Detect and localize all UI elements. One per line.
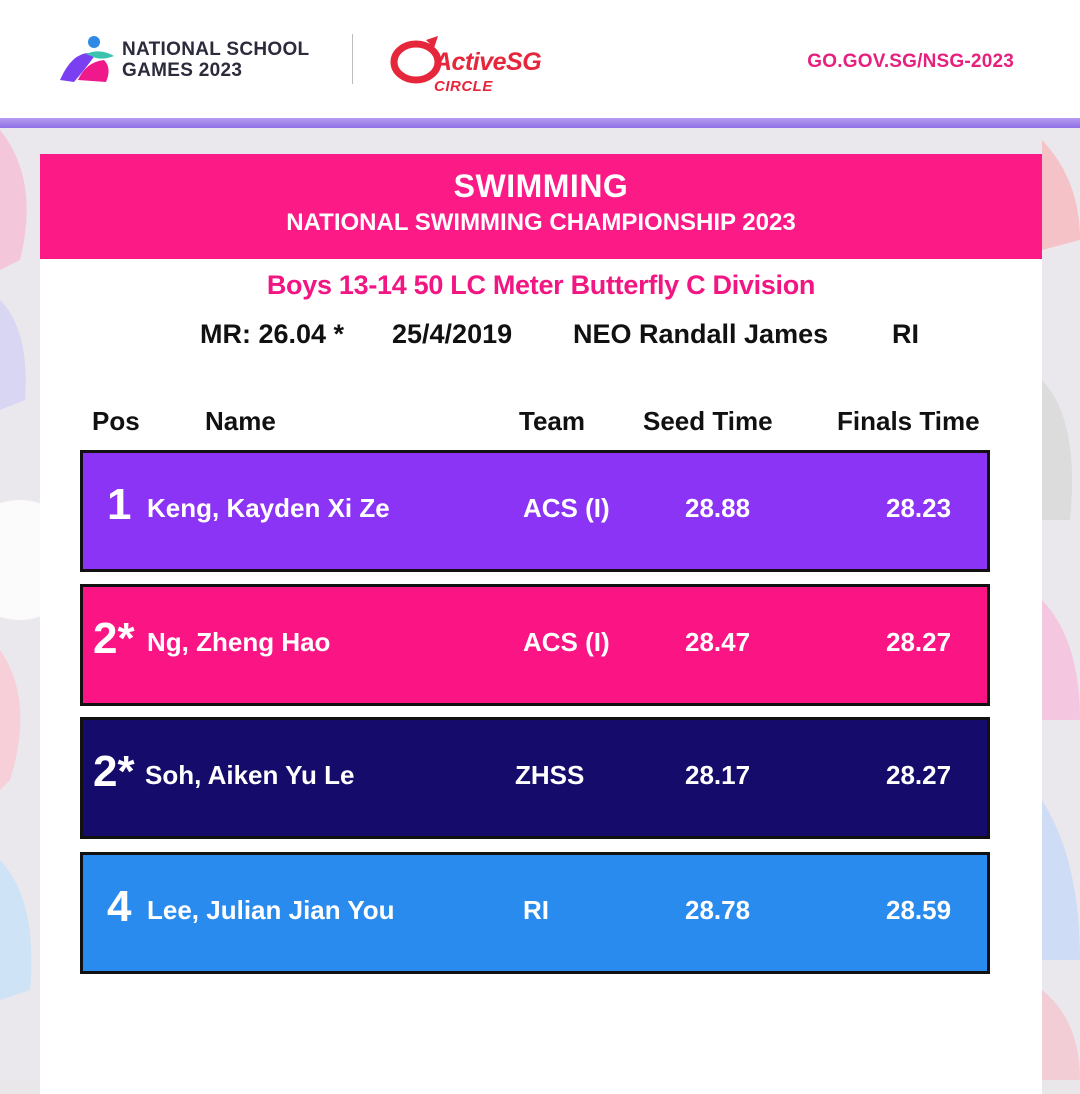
result-row	[80, 717, 990, 839]
meet-record-holder: NEO Randall James	[573, 319, 829, 349]
result-position: 1	[107, 480, 132, 529]
result-position: 2*	[93, 614, 135, 663]
activesg-wordmark: ActiveSG	[434, 48, 542, 76]
activesg-circle-logo	[390, 28, 560, 98]
event-banner	[40, 154, 1042, 259]
meet-record-date: 25/4/2019	[392, 319, 513, 349]
meet-record-mark: MR: 26.04 *	[200, 319, 345, 349]
activesg-sub-wordmark: CIRCLE	[434, 78, 493, 95]
result-swimmer-name: Lee, Julian Jian You	[147, 895, 395, 925]
results-card	[40, 154, 1042, 1094]
column-header-pos: Pos	[92, 406, 140, 436]
result-swimmer-name: Soh, Aiken Yu Le	[145, 760, 355, 790]
site-url-link[interactable]: GO.GOV.SG/NSG-2023	[807, 51, 1014, 72]
result-seed-time: 28.88	[685, 493, 751, 523]
result-row	[80, 584, 990, 706]
result-finals-time: 28.23	[886, 493, 952, 523]
result-team: ZHSS	[515, 760, 585, 790]
result-team: ACS (I)	[523, 493, 610, 523]
nsg-runner-icon	[56, 34, 118, 86]
column-header-finals: Finals Time	[837, 406, 980, 436]
nsg-logo	[56, 34, 309, 86]
result-team: ACS (I)	[523, 627, 610, 657]
top-bar	[0, 0, 1080, 118]
nsg-wordmark	[122, 39, 309, 81]
column-header-name: Name	[205, 406, 276, 436]
result-seed-time: 28.78	[685, 895, 751, 925]
result-finals-time: 28.27	[886, 760, 952, 790]
result-row	[80, 852, 990, 974]
column-header-seed: Seed Time	[643, 406, 773, 436]
result-position: 2*	[93, 747, 135, 796]
result-row	[80, 450, 990, 572]
nsg-line-2: GAMES 2023	[122, 60, 243, 81]
meet-record-team: RI	[892, 319, 919, 349]
result-seed-time: 28.17	[685, 760, 751, 790]
header-accent-stripe	[0, 118, 1080, 128]
result-team: RI	[523, 895, 549, 925]
logo-divider	[352, 34, 353, 84]
result-position: 4	[107, 882, 132, 931]
result-finals-time: 28.27	[886, 627, 952, 657]
result-seed-time: 28.47	[685, 627, 751, 657]
result-swimmer-name: Keng, Kayden Xi Ze	[147, 493, 390, 523]
result-finals-time: 28.59	[886, 895, 952, 925]
column-header-team: Team	[519, 406, 585, 436]
championship-title: NATIONAL SWIMMING CHAMPIONSHIP 2023	[286, 209, 796, 236]
sport-title: SWIMMING	[453, 168, 629, 204]
nsg-line-1: NATIONAL SCHOOL	[122, 39, 310, 60]
race-title: Boys 13-14 50 LC Meter Butterfly C Division	[266, 270, 816, 300]
result-swimmer-name: Ng, Zheng Hao	[147, 627, 331, 657]
